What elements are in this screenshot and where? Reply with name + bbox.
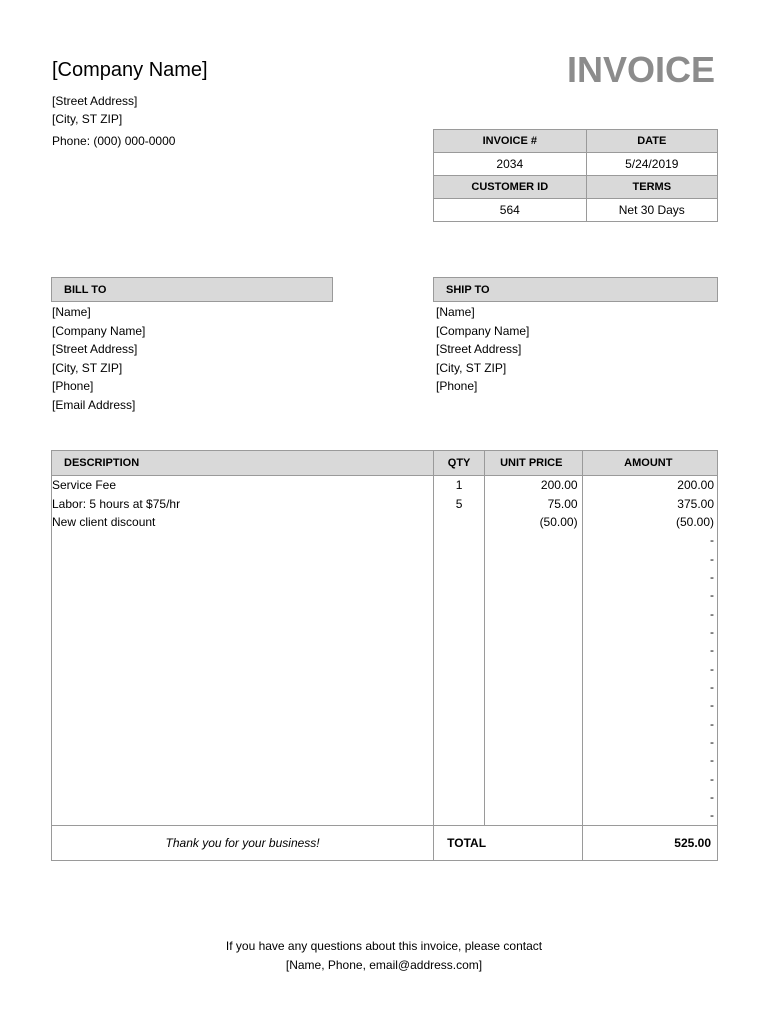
item-description: New client discount — [52, 513, 434, 531]
item-description — [52, 623, 434, 641]
invoice-title: INVOICE — [566, 49, 715, 90]
bill-to-city: [City, ST ZIP] — [52, 360, 123, 375]
item-qty — [434, 788, 485, 806]
item-description — [52, 733, 434, 751]
invoice-number-label: INVOICE # — [434, 130, 587, 153]
invoice-meta-table — [433, 129, 718, 222]
item-qty — [434, 659, 485, 677]
company-street: [Street Address] — [52, 94, 138, 108]
item-description: Labor: 5 hours at $75/hr — [52, 494, 434, 512]
item-description — [52, 531, 434, 549]
item-amount: - — [582, 604, 717, 622]
item-qty — [434, 531, 485, 549]
item-description — [52, 751, 434, 769]
item-amount: - — [582, 678, 717, 696]
item-description — [52, 696, 434, 714]
item-qty: 5 — [434, 494, 485, 512]
item-qty — [434, 568, 485, 586]
item-amount: 375.00 — [582, 494, 717, 512]
item-qty — [434, 604, 485, 622]
line-items-header — [52, 451, 718, 476]
item-unit-price — [484, 549, 582, 567]
item-amount: - — [582, 806, 717, 825]
item-qty — [434, 770, 485, 788]
item-description — [52, 806, 434, 825]
table-row — [52, 770, 718, 788]
item-description — [52, 788, 434, 806]
total-label: TOTAL — [434, 825, 582, 860]
item-qty: 1 — [434, 476, 485, 495]
table-row — [52, 696, 718, 714]
table-row — [52, 678, 718, 696]
ship-to-phone: [Phone] — [436, 379, 478, 393]
item-unit-price — [484, 586, 582, 604]
item-unit-price — [484, 623, 582, 641]
item-amount: - — [582, 696, 717, 714]
item-unit-price — [484, 604, 582, 622]
item-description — [52, 568, 434, 586]
bill-to-phone: [Phone] — [52, 379, 94, 393]
amount-header: AMOUNT — [582, 451, 717, 476]
table-row — [52, 568, 718, 586]
item-amount: - — [582, 549, 717, 567]
invoice-number-value: 2034 — [434, 153, 587, 176]
item-unit-price — [484, 751, 582, 769]
item-unit-price — [484, 568, 582, 586]
footer-contact-line: If you have any questions about this invoice, please contact — [225, 939, 543, 953]
item-qty — [434, 623, 485, 641]
item-unit-price — [484, 770, 582, 788]
table-row — [52, 531, 718, 549]
bill-to-name: [Name] — [52, 305, 91, 319]
item-description — [52, 714, 434, 732]
item-amount: - — [582, 531, 717, 549]
bill-to-street: [Street Address] — [52, 342, 138, 356]
description-header: DESCRIPTION — [52, 451, 434, 476]
item-amount: - — [582, 788, 717, 806]
table-row — [52, 714, 718, 732]
item-description: Service Fee — [52, 476, 434, 495]
bill-to-email: [Email Address] — [52, 397, 136, 412]
item-amount: - — [582, 714, 717, 732]
item-description — [52, 770, 434, 788]
item-qty — [434, 641, 485, 659]
item-unit-price — [484, 788, 582, 806]
item-amount: - — [582, 623, 717, 641]
table-row — [52, 623, 718, 641]
table-row — [52, 733, 718, 751]
date-value: 5/24/2019 — [586, 153, 717, 176]
table-row — [52, 513, 718, 531]
item-amount: - — [582, 586, 717, 604]
terms-value: Net 30 Days — [586, 199, 717, 222]
item-unit-price — [484, 806, 582, 825]
date-label: DATE — [586, 130, 717, 153]
bill-to-heading: BILL TO — [51, 277, 333, 302]
total-row — [52, 825, 718, 860]
ship-to-city: [City, ST ZIP] — [436, 360, 507, 375]
item-amount: (50.00) — [582, 513, 717, 531]
item-unit-price — [484, 714, 582, 732]
table-row — [52, 641, 718, 659]
ship-to-block — [436, 303, 529, 396]
ship-to-name: [Name] — [436, 305, 475, 319]
table-row — [52, 586, 718, 604]
company-city: [City, ST ZIP] — [52, 112, 123, 126]
total-value: 525.00 — [582, 825, 717, 860]
table-row — [52, 659, 718, 677]
table-row — [52, 494, 718, 512]
qty-header: QTY — [434, 451, 485, 476]
ship-to-street: [Street Address] — [436, 342, 522, 356]
item-amount: - — [582, 641, 717, 659]
item-amount: - — [582, 659, 717, 677]
customer-id-value: 564 — [434, 199, 587, 222]
customer-id-label: CUSTOMER ID — [434, 176, 587, 199]
item-unit-price — [484, 659, 582, 677]
terms-label: TERMS — [586, 176, 717, 199]
item-qty — [434, 806, 485, 825]
item-unit-price — [484, 696, 582, 714]
item-qty — [434, 733, 485, 751]
item-amount: 200.00 — [582, 476, 717, 495]
item-description — [52, 604, 434, 622]
item-unit-price: (50.00) — [484, 513, 582, 531]
item-description — [52, 678, 434, 696]
item-amount: - — [582, 733, 717, 751]
table-row — [52, 806, 718, 825]
company-phone: Phone: (000) 000-0000 — [52, 134, 176, 148]
item-description — [52, 586, 434, 604]
item-amount: - — [582, 568, 717, 586]
item-unit-price — [484, 641, 582, 659]
item-qty — [434, 751, 485, 769]
item-amount: - — [582, 751, 717, 769]
bill-to-company: [Company Name] — [52, 323, 146, 338]
item-unit-price — [484, 678, 582, 696]
item-description — [52, 549, 434, 567]
item-qty — [434, 586, 485, 604]
item-qty — [434, 678, 485, 696]
ship-to-heading: SHIP TO — [433, 277, 718, 302]
item-unit-price: 75.00 — [484, 494, 582, 512]
bill-to-block — [52, 303, 145, 414]
thank-you-note: Thank you for your business! — [52, 825, 434, 860]
unit-price-header: UNIT PRICE — [484, 451, 582, 476]
item-qty — [434, 696, 485, 714]
item-unit-price — [484, 733, 582, 751]
table-row — [52, 788, 718, 806]
company-name: [Company Name] — [52, 59, 208, 81]
item-qty — [434, 714, 485, 732]
table-row — [52, 549, 718, 567]
item-unit-price: 200.00 — [484, 476, 582, 495]
line-items-table — [51, 450, 718, 861]
item-description — [52, 659, 434, 677]
table-row — [52, 604, 718, 622]
table-row — [52, 476, 718, 495]
footer-contact-details: [Name, Phone, email@address.com] — [285, 958, 483, 972]
item-unit-price — [484, 531, 582, 549]
item-qty — [434, 513, 485, 531]
item-amount: - — [582, 770, 717, 788]
item-qty — [434, 549, 485, 567]
ship-to-company: [Company Name] — [436, 323, 530, 338]
item-description — [52, 641, 434, 659]
table-row — [52, 751, 718, 769]
